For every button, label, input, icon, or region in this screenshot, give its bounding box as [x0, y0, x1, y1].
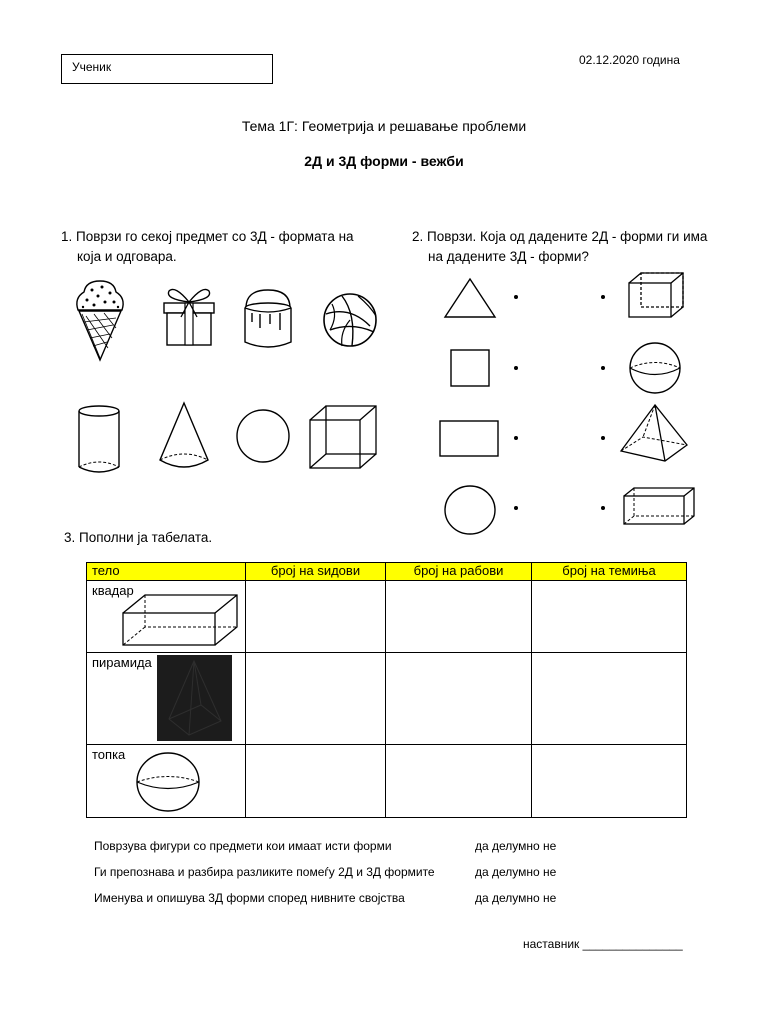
pyramid-icon: [619, 403, 689, 463]
body-cell: [87, 653, 246, 745]
student-name-field[interactable]: [61, 54, 273, 84]
pyramid-icon: [157, 655, 232, 741]
body-cell: [87, 745, 246, 818]
task3-instruction: 3. Пополни ја табелата.: [64, 530, 213, 545]
match-dot[interactable]: [601, 366, 605, 370]
task1-instruction: 1. Поврзи го секој предмет со 3Д - формата на која и одговара.: [61, 229, 354, 264]
evaluation-row: [94, 865, 557, 879]
match-dot[interactable]: [601, 436, 605, 440]
paint-bucket-icon: [240, 286, 296, 350]
table-row: [87, 745, 687, 818]
column-header-edges: број на рабови: [386, 563, 532, 581]
evaluation-statement: Ги препознава и разбира разликите помеѓу 2Д и 3Д формите: [94, 865, 435, 879]
evaluation-options[interactable]: да делумно не: [475, 891, 557, 905]
match-dot[interactable]: [514, 506, 518, 510]
cuboid-icon: [121, 593, 239, 649]
vertices-answer-cell[interactable]: [532, 745, 687, 818]
match-dot[interactable]: [601, 295, 605, 299]
faces-answer-cell[interactable]: [246, 745, 386, 818]
evaluation-row: [94, 891, 557, 905]
date-text: 02.12.2020 година: [579, 53, 680, 67]
body-name: топка: [92, 747, 126, 762]
cube-icon: [627, 271, 685, 319]
faces-answer-cell[interactable]: [246, 581, 386, 653]
rectangle-icon: [439, 420, 501, 458]
vertices-answer-cell[interactable]: [532, 653, 687, 745]
page-title: 2Д и 3Д форми - вежби: [304, 153, 464, 169]
gift-box-icon: [161, 283, 217, 347]
evaluation-row: [94, 839, 557, 853]
cone-icon: [156, 400, 212, 472]
topic-heading: Тема 1Г: Геометрија и решавање проблеми: [241, 118, 527, 134]
table-header-row: [87, 563, 687, 581]
cylinder-icon: [75, 404, 123, 476]
sphere-icon: [135, 751, 201, 813]
body-name: квадар: [92, 583, 134, 598]
body-cell: [87, 581, 246, 653]
pyramid-image: [157, 655, 232, 741]
student-label: Ученик: [72, 60, 112, 74]
volleyball-icon: [322, 292, 378, 348]
table-row: [87, 653, 687, 745]
properties-table: [86, 562, 687, 818]
edges-answer-cell[interactable]: [386, 653, 532, 745]
sphere-icon: [628, 341, 682, 395]
evaluation-options[interactable]: да делумно не: [475, 839, 557, 853]
sphere-icon: [235, 408, 291, 464]
edges-answer-cell[interactable]: [386, 745, 532, 818]
column-header-vertices: број на темиња: [532, 563, 687, 581]
evaluation-statement: Поврзува фигури со предмети кои имаат исти форми: [94, 839, 392, 853]
column-header-faces: број на ѕидови: [246, 563, 386, 581]
column-header-body: тело: [87, 563, 246, 581]
edges-answer-cell[interactable]: [386, 581, 532, 653]
match-dot[interactable]: [514, 295, 518, 299]
evaluation-options[interactable]: да делумно не: [475, 865, 557, 879]
match-dot[interactable]: [514, 436, 518, 440]
cuboid-icon: [622, 486, 696, 526]
task2-instruction: 2. Поврзи. Која од дадените 2Д - форми ги има на дадените 3Д - форми?: [412, 229, 708, 264]
faces-answer-cell[interactable]: [246, 653, 386, 745]
match-dot[interactable]: [514, 366, 518, 370]
evaluation-statement: Именува и опишува 3Д форми според нивните својства: [94, 891, 405, 905]
cube-icon: [308, 404, 380, 470]
triangle-icon: [443, 277, 497, 319]
vertices-answer-cell[interactable]: [532, 581, 687, 653]
table-row: [87, 581, 687, 653]
teacher-signature-line[interactable]: наставник _______________: [523, 937, 683, 951]
square-icon: [450, 349, 490, 387]
circle-icon: [443, 484, 497, 536]
ice-cream-icon: [72, 278, 128, 363]
match-dot[interactable]: [601, 506, 605, 510]
body-name: пирамида: [92, 655, 152, 670]
